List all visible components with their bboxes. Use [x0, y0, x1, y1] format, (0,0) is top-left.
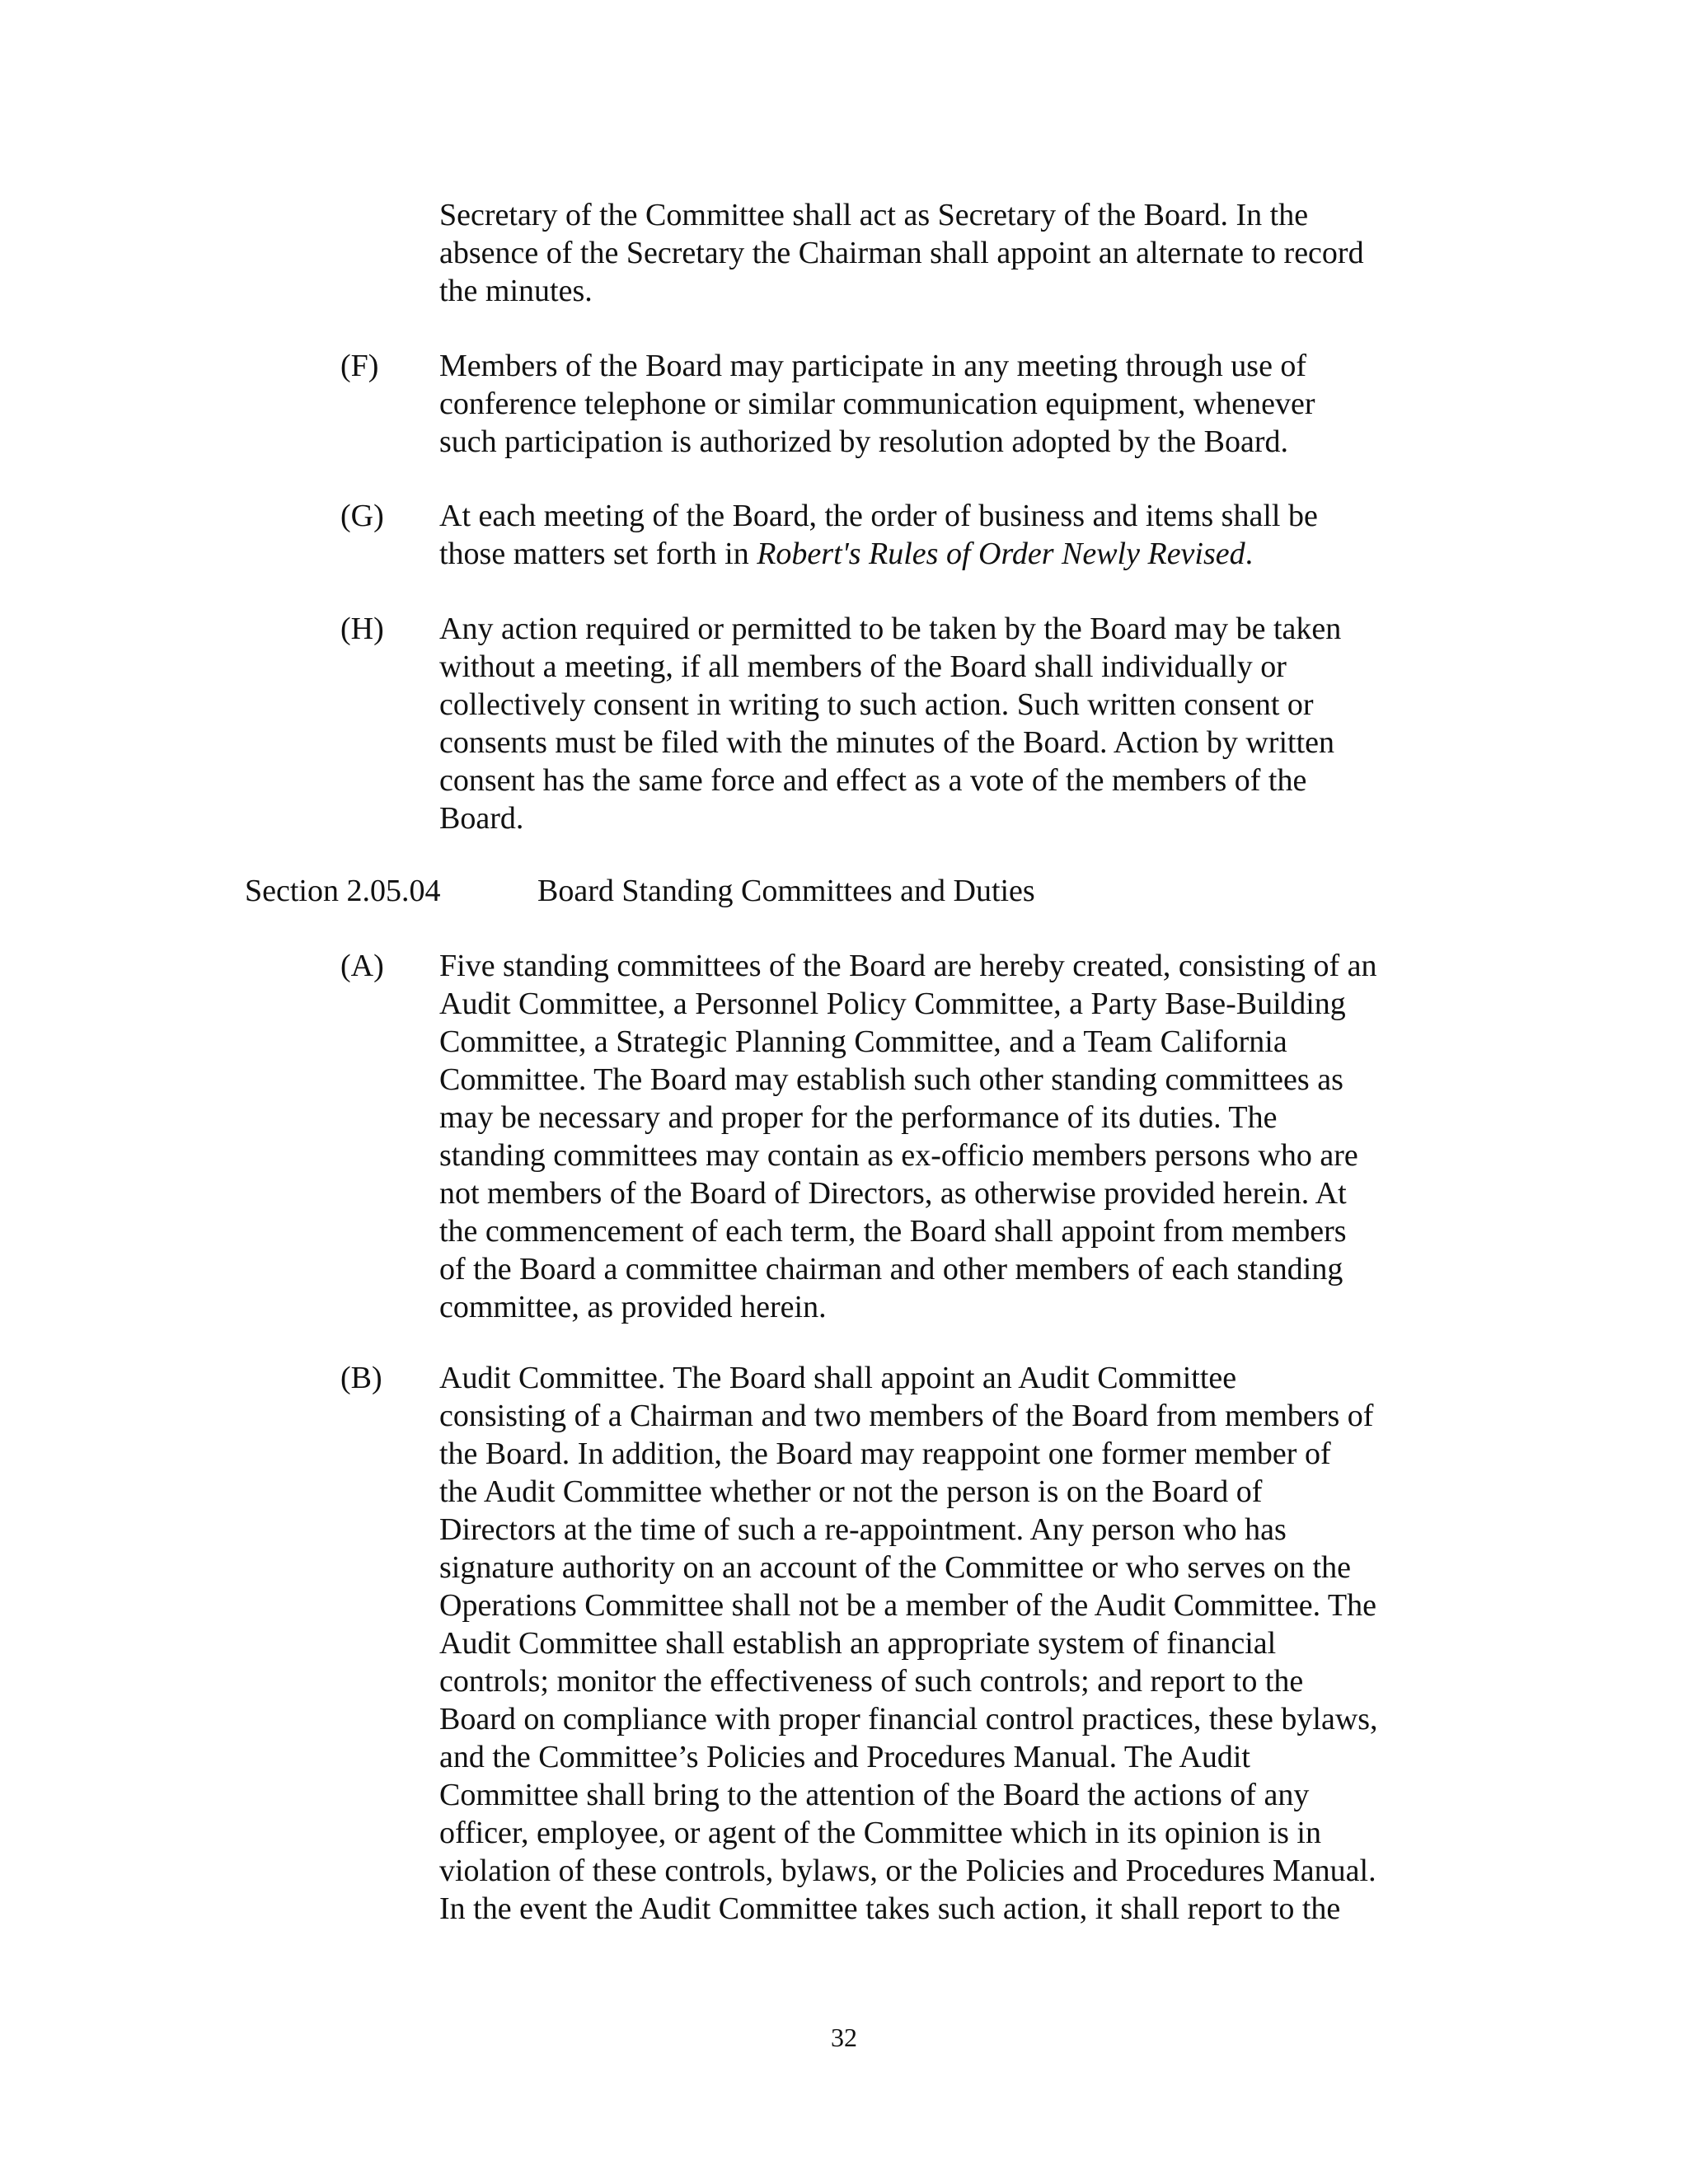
item-label-f: (F)	[340, 349, 379, 383]
paragraph-line: Committee shall bring to the attention of the Board the actions of any	[439, 1778, 1310, 1812]
paragraph-line: violation of these controls, bylaws, or the Policies and Procedures Manual.	[439, 1854, 1376, 1888]
paragraph-line: Audit Committee. The Board shall appoint an Audit Committee	[439, 1361, 1237, 1395]
paragraph-line: collectively consent in writing to such action. Such written consent or	[439, 687, 1314, 722]
paragraph-line: At each meeting of the Board, the order of business and items shall be	[439, 499, 1318, 533]
paragraph-line: Operations Committee shall not be a member of the Audit Committee. The	[439, 1588, 1376, 1623]
item-label-b: (B)	[340, 1361, 382, 1395]
paragraph-line: Committee. The Board may establish such other standing committees as	[439, 1062, 1343, 1097]
paragraph-line: the Audit Committee whether or not the person is on the Board of	[439, 1474, 1263, 1509]
paragraph-line: In the event the Audit Committee takes such action, it shall report to the	[439, 1891, 1341, 1926]
paragraph-line: consents must be filed with the minutes of the Board. Action by written	[439, 725, 1334, 760]
paragraph-line: committee, as provided herein.	[439, 1290, 827, 1324]
paragraph-line: controls; monitor the effectiveness of such controls; and report to the	[439, 1664, 1304, 1699]
paragraph-line: officer, employee, or agent of the Committee which in its opinion is in	[439, 1816, 1321, 1850]
paragraph-line: the Board. In addition, the Board may reappoint one former member of	[439, 1436, 1331, 1471]
paragraph-line: may be necessary and proper for the performance of its duties. The	[439, 1100, 1278, 1135]
paragraph-line: signature authority on an account of the Committee or who serves on the	[439, 1550, 1351, 1585]
paragraph-line: not members of the Board of Directors, as otherwise provided herein. At	[439, 1176, 1347, 1211]
section-title: Board Standing Committees and Duties	[537, 874, 1035, 908]
paragraph-line: Secretary of the Committee shall act as Secretary of the Board. In the	[439, 198, 1309, 232]
paragraph-line: the minutes.	[439, 274, 593, 308]
paragraph-line: Audit Committee, a Personnel Policy Committee, a Party Base-Building	[439, 987, 1346, 1021]
paragraph-line: Directors at the time of such a re-appointment. Any person who has	[439, 1512, 1287, 1547]
paragraph-line: consent has the same force and effect as a vote of the members of the	[439, 763, 1307, 798]
paragraph-line: without a meeting, if all members of the Board shall individually or	[439, 649, 1287, 684]
item-label-a: (A)	[340, 949, 384, 983]
paragraph-line: Board.	[439, 801, 524, 836]
paragraph-line: conference telephone or similar communication equipment, whenever	[439, 387, 1315, 421]
paragraph-line: and the Committee’s Policies and Procedures Manual. The Audit	[439, 1740, 1250, 1774]
paragraph-line: standing committees may contain as ex-officio members persons who are	[439, 1138, 1358, 1173]
paragraph-line: Any action required or permitted to be taken by the Board may be taken	[439, 612, 1342, 646]
paragraph-line: Five standing committees of the Board are hereby created, consisting of an	[439, 949, 1377, 983]
line-prefix: those matters set forth in	[439, 537, 757, 571]
paragraph-line: absence of the Secretary the Chairman shall appoint an alternate to record	[439, 236, 1364, 270]
paragraph-line: such participation is authorized by resolution adopted by the Board.	[439, 424, 1288, 459]
paragraph-line: Committee, a Strategic Planning Committee, and a Team California	[439, 1024, 1287, 1059]
citation-title: Robert's Rules of Order Newly Revised	[757, 537, 1245, 571]
paragraph-line-with-citation	[439, 535, 1253, 573]
section-number: Section 2.05.04	[245, 874, 441, 908]
paragraph-line: Audit Committee shall establish an appropriate system of financial	[439, 1626, 1277, 1661]
paragraph-line: the commencement of each term, the Board shall appoint from members	[439, 1214, 1347, 1249]
paragraph-line: consisting of a Chairman and two members of the Board from members of	[439, 1399, 1374, 1433]
item-label-g: (G)	[340, 499, 384, 533]
paragraph-line: of the Board a committee chairman and other members of each standing	[439, 1252, 1343, 1286]
paragraph-line: Members of the Board may participate in any meeting through use of	[439, 349, 1307, 383]
line-suffix: .	[1245, 537, 1254, 571]
paragraph-line: Board on compliance with proper financial control practices, these bylaws,	[439, 1702, 1378, 1736]
page-number: 32	[831, 2022, 857, 2052]
item-label-h: (H)	[340, 612, 384, 646]
